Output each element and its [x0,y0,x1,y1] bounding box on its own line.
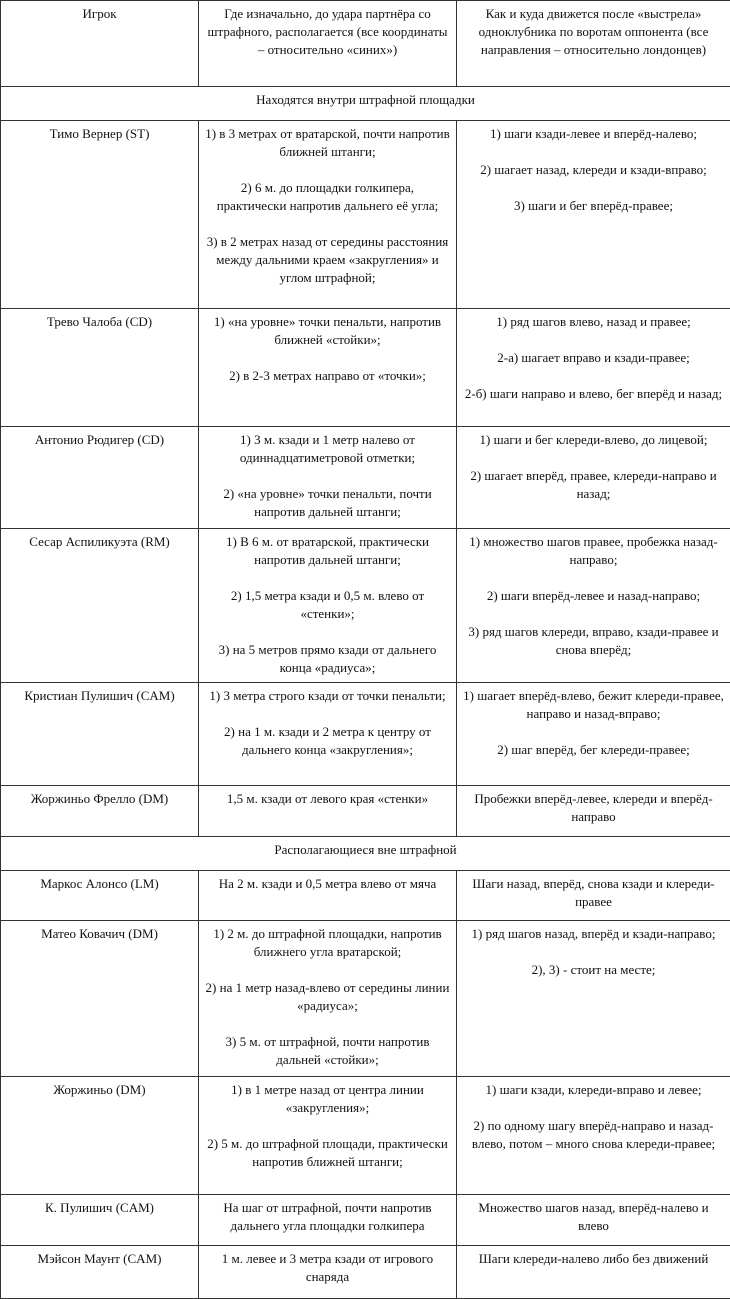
movement-item: 1) ряд шагов влево, назад и правее; [463,313,724,331]
position-item: На шаг от штрафной, почти напротив дальнего угла площадки голкипера [205,1199,450,1235]
position-cell [199,1077,457,1195]
position-cell [199,529,457,683]
table-row [1,1195,730,1246]
player-name: Жоржиньо (DM) [1,1077,199,1195]
movement-cell [457,1077,730,1195]
position-cell [199,786,457,837]
header-movement: Как и куда движется после «выстрела» одноклубника по воротам оппонента (все направления – относительно лондонцев) [457,1,730,87]
player-name: Кристиан Пулишич (CAM) [1,683,199,786]
movement-cell [457,871,730,921]
movement-item: 2) шагает вперёд, правее, клереди-направо и назад; [463,467,724,503]
movement-cell [457,683,730,786]
position-cell [199,1246,457,1299]
header-position: Где изначально, до удара партнёра со штрафного, располагается (все координаты – относительно «синих») [199,1,457,87]
position-item: На 2 м. кзади и 0,5 метра влево от мяча [205,875,450,893]
table-row [1,529,730,683]
position-item: 1) 2 м. до штрафной площадки, напротив ближнего угла вратарской; [205,925,450,961]
position-item: 1) В 6 м. от вратарской, практически напротив дальней штанги; [205,533,450,569]
player-name: Маркос Алонсо (LM) [1,871,199,921]
movement-item: Пробежки вперёд-левее, клереди и вперёд-направо [463,790,724,826]
position-cell [199,1195,457,1246]
movement-item: 1) множество шагов правее, пробежка назад-направо; [463,533,724,569]
movement-item: 3) ряд шагов клереди, вправо, кзади-правее и снова вперёд; [463,623,724,659]
movement-item: 2-а) шагает вправо и кзади-правее; [463,349,724,367]
position-cell [199,427,457,529]
header-row [1,1,730,87]
player-name: К. Пулишич (CAM) [1,1195,199,1246]
movement-item: 2) шаг вперёд, бег клереди-правее; [463,741,724,759]
player-name: Мэйсон Маунт (CAM) [1,1246,199,1299]
movement-item: 2) шаги вперёд-левее и назад-направо; [463,587,724,605]
position-item: 1) 3 метра строго кзади от точки пенальти; [205,687,450,705]
player-name: Трево Чалоба (CD) [1,309,199,427]
movement-item: 1) шаги кзади, клереди-вправо и левее; [463,1081,724,1099]
table-row [1,786,730,837]
movement-cell [457,529,730,683]
movement-item: Шаги клереди-налево либо без движений [463,1250,724,1268]
movement-item: 2), 3) - стоит на месте; [463,961,724,979]
table-row [1,121,730,309]
movement-cell [457,921,730,1077]
section-title: Находятся внутри штрафной площадки [1,87,730,121]
player-name: Жоржиньо Фрелло (DM) [1,786,199,837]
movement-cell [457,121,730,309]
section-title: Располагающиеся вне штрафной [1,837,730,871]
section-row [1,87,730,121]
movement-item: 1) ряд шагов назад, вперёд и кзади-направо; [463,925,724,943]
table-row [1,1077,730,1195]
player-name: Матео Ковачич (DM) [1,921,199,1077]
position-item: 2) 5 м. до штрафной площади, практически напротив ближней штанги; [205,1135,450,1171]
movement-item: 2) по одному шагу вперёд-направо и назад-влево, потом – много снова клереди-правее; [463,1117,724,1153]
position-item: 3) на 5 метров прямо кзади от дальнего конца «радиуса»; [205,641,450,677]
position-cell [199,309,457,427]
movement-item: 1) шаги кзади-левее и вперёд-налево; [463,125,724,143]
movement-item: Шаги назад, вперёд, снова кзади и клереди-правее [463,875,724,911]
position-cell [199,683,457,786]
position-item: 2) «на уровне» точки пенальти, почти напротив дальней штанги; [205,485,450,521]
movement-cell [457,1195,730,1246]
player-name: Тимо Вернер (ST) [1,121,199,309]
table-row [1,427,730,529]
position-item: 1 м. левее и 3 метра кзади от игрового снаряда [205,1250,450,1286]
player-name: Антонио Рюдигер (CD) [1,427,199,529]
position-cell [199,871,457,921]
position-item: 2) в 2-3 метрах направо от «точки»; [205,367,450,385]
position-item: 2) на 1 м. кзади и 2 метра к центру от дальнего конца «закругления»; [205,723,450,759]
player-name: Сесар Аспиликуэта (RM) [1,529,199,683]
position-item: 1) 3 м. кзади и 1 метр налево от одиннадцатиметровой отметки; [205,431,450,467]
movement-item: 1) шагает вперёд-влево, бежит клереди-правее, направо и назад-вправо; [463,687,724,723]
table-row [1,683,730,786]
movement-item: 1) шаги и бег клереди-влево, до лицевой; [463,431,724,449]
table-row [1,1246,730,1299]
movement-cell [457,427,730,529]
movement-cell [457,309,730,427]
movement-item: 2-б) шаги направо и влево, бег вперёд и назад; [463,385,724,403]
position-cell [199,921,457,1077]
table-row [1,921,730,1077]
movement-item: Множество шагов назад, вперёд-налево и влево [463,1199,724,1235]
table-row [1,871,730,921]
position-item: 2) 1,5 метра кзади и 0,5 м. влево от «стенки»; [205,587,450,623]
position-item: 1,5 м. кзади от левого края «стенки» [205,790,450,808]
position-item: 2) на 1 метр назад-влево от середины линии «радиуса»; [205,979,450,1015]
header-player: Игрок [1,1,199,87]
movement-cell [457,786,730,837]
table-row [1,309,730,427]
position-item: 1) в 3 метрах от вратарской, почти напротив ближней штанги; [205,125,450,161]
position-item: 3) в 2 метрах назад от середины расстояния между дальними краем «закругления» и углом штрафной; [205,233,450,287]
movement-item: 3) шаги и бег вперёд-правее; [463,197,724,215]
movement-cell [457,1246,730,1299]
position-cell [199,121,457,309]
position-item: 3) 5 м. от штрафной, почти напротив дальней «стойки»; [205,1033,450,1069]
position-item: 1) «на уровне» точки пенальти, напротив ближней «стойки»; [205,313,450,349]
position-item: 2) 6 м. до площадки голкипера, практически напротив дальнего её угла; [205,179,450,215]
movement-item: 2) шагает назад, клереди и кзади-вправо; [463,161,724,179]
section-row [1,837,730,871]
position-item: 1) в 1 метре назад от центра линии «закругления»; [205,1081,450,1117]
